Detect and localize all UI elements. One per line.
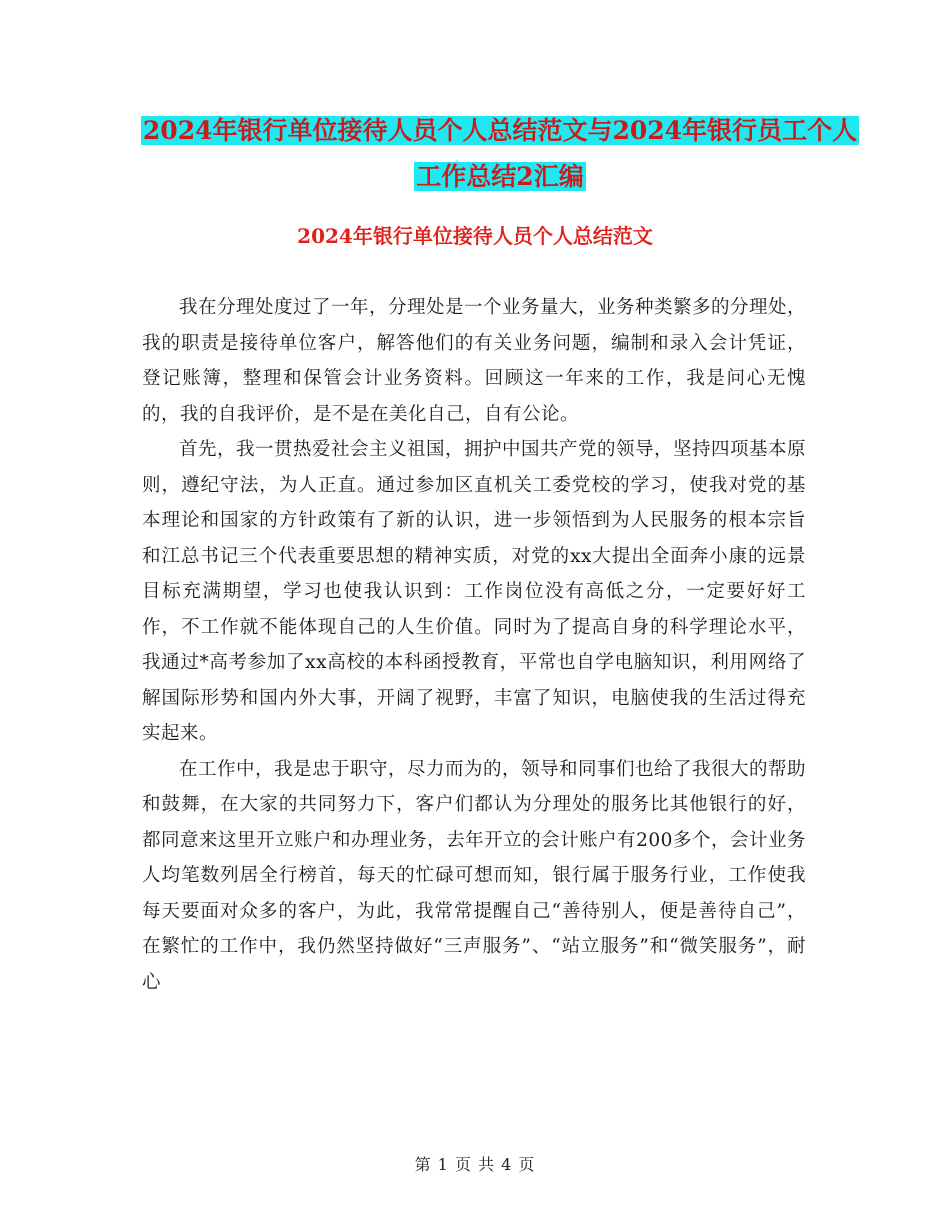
paragraph: 在工作中，我是忠于职守，尽力而为的，领导和同事们也给了我很大的帮助和鼓舞，在大家的共同努力下，客户们都认为分理处的服务比其他银行的好，都同意来这里开立账户和办理业务，去年开立的会计账户有200多个，会计业务人均笔数列居全行榜首，每天的忙碌可想而知，银行属于服务行业，工作使我每天要面对众多的客户，为此，我常常提醒自己“善待别人，便是善待自己”，在繁忙的工作中，我仍然坚持做好“三声服务”、“站立服务”和“微笑服务”，耐心 [142, 758, 807, 993]
page-footer: 第 1 页 共 4 页 [414, 1155, 536, 1174]
document-body [142, 290, 806, 1000]
section-title: 2024年银行单位接待人员个人总结范文 [297, 224, 653, 248]
paragraph: 首先，我一贯热爱社会主义祖国，拥护中国共产党的领导，坚持四项基本原则，遵纪守法，为人正直。通过参加区直机关工委党校的学习，使我对党的基本理论和国家的方针政策有了新的认识，进一步领悟到为人民服务的根本宗旨和江总书记三个代表重要思想的精神实质，对党的xx大提出全面奔小康的远景目标充满期望，学习也使我认识到：工作岗位没有高低之分，一定要好好工作，不工作就不能体现自己的人生价值。同时为了提高自身的科学理论水平，我通过*高考参加了xx高校的本科函授教育，平常也自学电脑知识，利用网络了解国际形势和国内外大事，开阔了视野，丰富了知识，电脑使我的生活过得充实起来。 [142, 439, 807, 744]
document-title [140, 108, 860, 200]
paragraph: 我在分理处度过了一年，分理处是一个业务量大，业务种类繁多的分理处，我的职责是接待单位客户，解答他们的有关业务问题，编制和录入会计凭证，登记账簿，整理和保管会计业务资料。回顾这一年来的工作，我是问心无愧的，我的自我评价，是不是在美化自己，自有公论。 [142, 297, 807, 425]
document-title-text: 2024年银行单位接待人员个人总结范文与2024年银行员工个人工作总结2汇编 [142, 116, 858, 191]
